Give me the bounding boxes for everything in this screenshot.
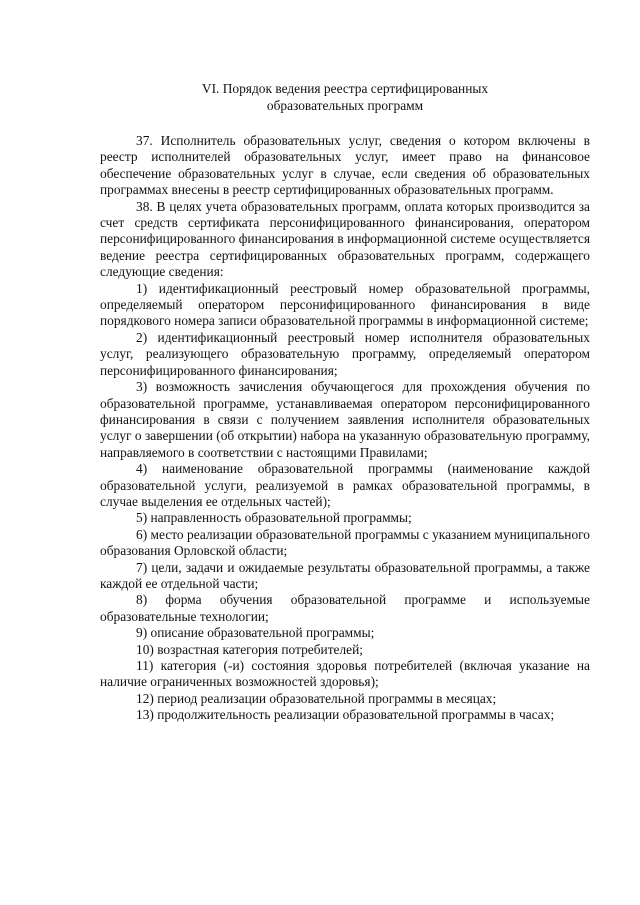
list-item-2: 2) идентификационный реестровый номер исполнителя образовательных услуг, реализующего образовательную программу, определяемый оператором персонифицированного финансирования; [100,329,590,378]
section-title-line-1: VI. Порядок ведения реестра сертифицированных [201,81,489,96]
list-item-6: 6) место реализации образовательной программы с указанием муниципального образования Орловской области; [100,526,590,559]
list-item-7: 7) цели, задачи и ожидаемые результаты образовательной программы, а также каждой ее отдельной части; [100,559,590,591]
paragraph-38: 38. В целях учета образовательных программ, оплата которых производится за счет средств сертификата персонифицированного финансирования, оператором персонифицированного финансирования в информационной системе осуществляется ведение реестра сертифицированных образовательных программ, содержащего следующие сведения: [100,198,590,280]
list-item-11: 11) категория (-и) состояния здоровья потребителей (включая указание на наличие ограниченных возможностей здоровья); [100,658,590,690]
section-title-line-2: образовательных программ [266,97,424,113]
list-item-9: 9) описание образовательной программы; [136,625,375,641]
list-item-8: 8) форма обучения образовательной программе и используемые образовательные технологии; [100,592,590,624]
list-item-12: 12) период реализации образовательной программы в месяцах; [136,690,497,706]
list-item-1: 1) идентификационный реестровый номер образовательной программы, определяемый оператором персонифицированного финансирования в виде порядкового номера записи образовательной программы в информационной системе; [100,280,590,329]
section-title [100,81,590,114]
list-item-13: 13) продолжительность реализации образовательной программы в часах; [136,707,555,723]
document-body [100,133,590,724]
list-item-5: 5) направленность образовательной программы; [136,510,412,526]
list-item-10: 10) возрастная категория потребителей; [136,641,364,657]
list-item-4: 4) наименование образовательной программы (наименование каждой образовательной услуги, реализуемой в рамках образовательной программы, в случае выделения ее отдельных частей); [100,461,590,509]
paragraph-37: 37. Исполнитель образовательных услуг, сведения о котором включены в реестр исполнителей образовательных услуг, имеет право на финансовое обеспечение образовательных услуг в случае, если сведения об образовательных программах внесены в реестр сертифицированных образовательных программ. [100,133,590,198]
list-item-3: 3) возможность зачисления обучающегося для прохождения обучения по образовательной программе, устанавливаемая оператором персонифицированного финансирования в связи с получением заявления исполнителя образовательных услуг о завершении (об открытии) набора на указанную образовательную программу, направляемого в соответствии с настоящими Правилами; [100,379,590,460]
